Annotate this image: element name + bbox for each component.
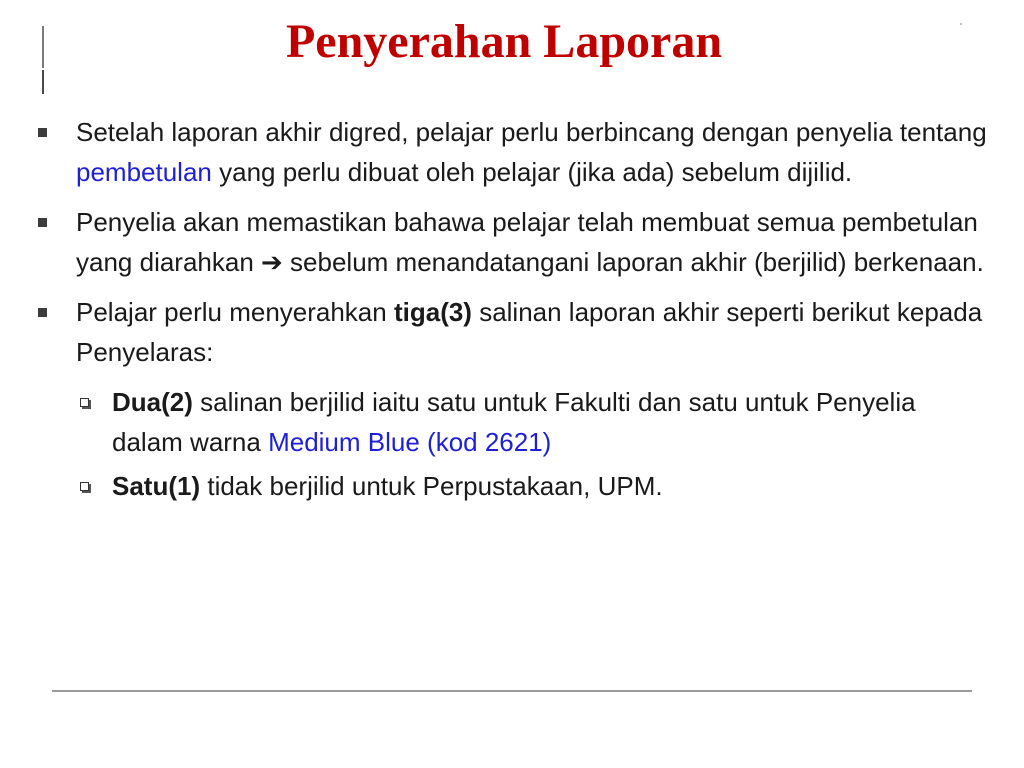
bullet-text: sebelum menandatangani laporan akhir (berjilid) berkenaan. <box>282 247 984 277</box>
slide-title: Penyerahan Laporan <box>285 15 723 68</box>
sub-bullet-text: salinan berjilid iaitu satu untuk Fakulti dan satu untuk Penyelia dalam warna <box>112 387 916 457</box>
bold-text: Dua(2) <box>112 387 193 417</box>
bullet-text: salinan laporan akhir seperti berikut kepada Penyelaras: <box>76 297 983 367</box>
footer-divider <box>52 690 972 692</box>
bold-text: Satu(1) <box>112 471 201 501</box>
square-bullet-icon <box>38 128 47 137</box>
square-bullet-icon <box>38 308 47 317</box>
highlight-text: Medium Blue (kod 2621) <box>268 427 552 457</box>
highlight-text: pembetulan <box>76 157 212 187</box>
hollow-square-bullet-icon <box>80 398 89 407</box>
bullet-text: yang perlu dibuat oleh pelajar (jika ada) sebelum dijilid. <box>211 157 853 187</box>
bullet-text: Penyelia akan memastikan bahawa pelajar telah membuat semua pembetulan yang diarahkan <box>76 207 978 277</box>
sub-bullet-item-2 <box>0 466 972 506</box>
bullet-text: Setelah laporan akhir digred, pelajar perlu berbincang dengan penyelia tentang <box>76 117 987 147</box>
hollow-square-bullet-icon <box>80 482 89 491</box>
sub-bullet-text: tidak berjilid untuk Perpustakaan, UPM. <box>200 471 663 501</box>
right-arrow-icon: ➔ <box>261 247 283 277</box>
slide-body <box>0 112 1024 510</box>
square-bullet-icon <box>38 218 47 227</box>
bullet-text: Pelajar perlu menyerahkan <box>76 297 394 327</box>
bold-text: tiga(3) <box>393 297 472 327</box>
bullet-item-3 <box>0 292 988 372</box>
bullet-item-2 <box>0 202 988 282</box>
bullet-item-1 <box>0 112 988 192</box>
sub-bullet-item-1 <box>0 382 972 462</box>
